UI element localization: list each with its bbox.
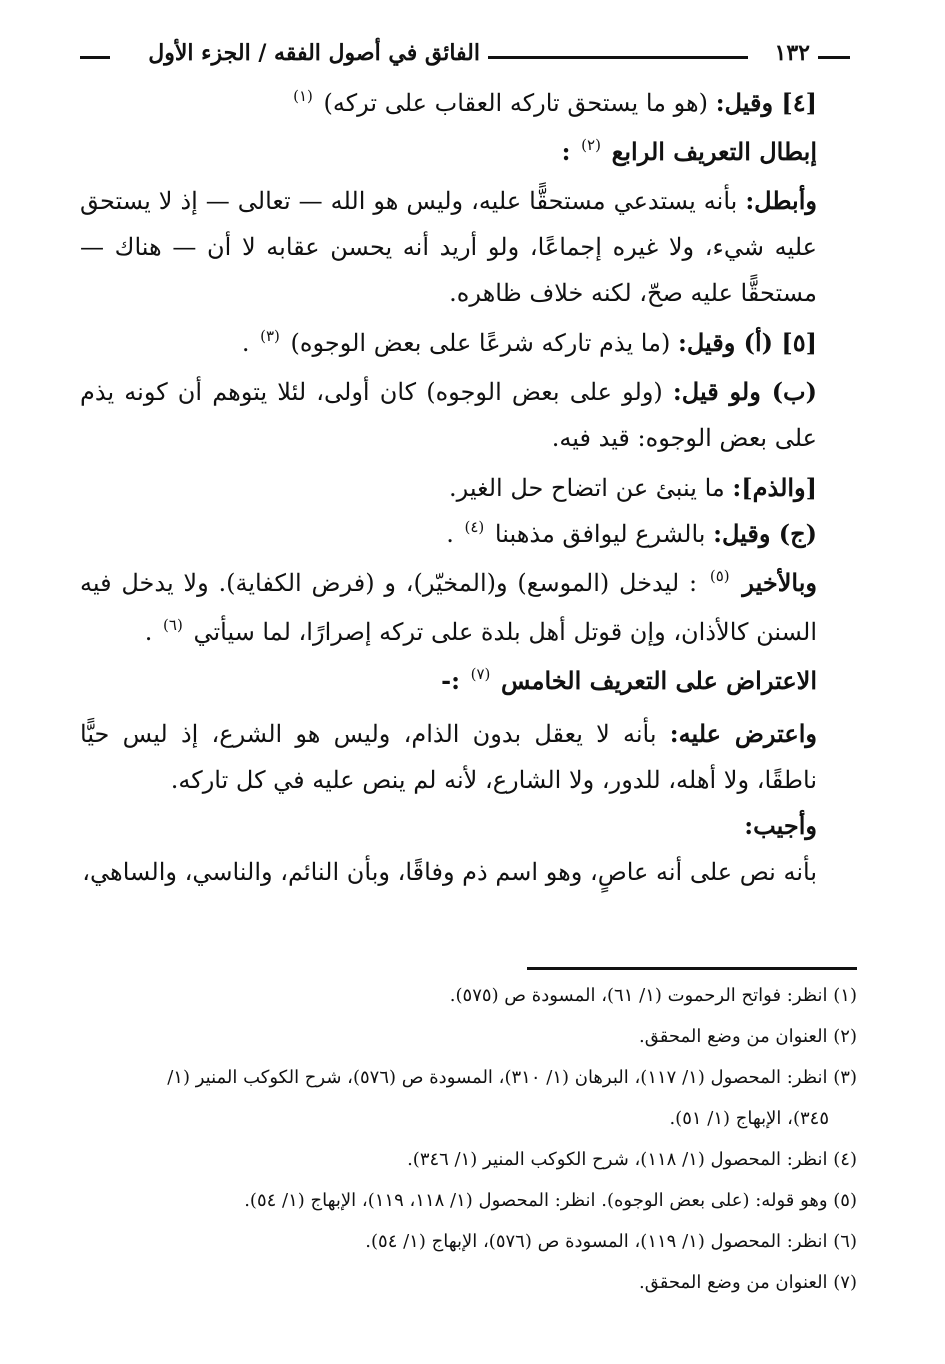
paragraph-definition-4 xyxy=(80,80,817,129)
section-title: الاعتراض على التعريف الخامس xyxy=(501,666,817,695)
page-number: ١٣٢ xyxy=(774,40,810,66)
paragraph-text: (ولو على بعض الوجوه) كان أولى، لئلا يتوهم أن كونه يذم على بعض الوجوه: قيد فيه. xyxy=(80,378,817,452)
paragraph-text: : ليدخل (الموسع) و(المخيّر)، و (فرض الكفاية). ولا يدخل فيه السنن كالأذان، وإن قوتل أهل بلدة على تركه إصرارًا، لما سيأتي xyxy=(80,569,817,646)
paragraph-heading: وأبطل: xyxy=(745,186,817,215)
footnote-ref: (٢) xyxy=(581,136,601,154)
paragraph-end: . xyxy=(241,329,250,357)
footnote-ref: (٦) xyxy=(163,616,183,634)
footnote-3-continued: ٣٤٥)، الإبهاج (١/ ٥١). xyxy=(669,1108,829,1129)
paragraph-heading: (ب) ولو قيل: xyxy=(672,377,817,406)
section-colon: :- xyxy=(441,666,460,695)
section-title: إبطال التعريف الرابع xyxy=(611,137,817,166)
paragraph-heading: [٤] وقيل: xyxy=(715,88,817,117)
footnote-ref: (١) xyxy=(293,87,313,105)
paragraph-text: بالشرع ليوافق مذهبنا xyxy=(494,520,706,548)
paragraph-text: بأنه لا يعقل بدون الذام، وليس هو الشرع، إذ ليس حيًّا ناطقًا، ولا أهله، للدور، ولا الشارع، لأنه لم ينص عليه في كل تاركه. xyxy=(80,720,817,794)
footnote-1: (١) انظر: فواتح الرحموت (١/ ٦١)، المسودة ص (٥٧٥). xyxy=(449,985,857,1006)
paragraph-text: بأنه نص على أنه عاصٍ، وهو اسم ذم وفاقًا، وبأن النائم، والناسي، والساهي، xyxy=(82,858,817,886)
main-text xyxy=(80,80,817,895)
footnote-4: (٤) انظر: المحصول (١/ ١١٨)، شرح الكوكب المنير (١/ ٣٤٦). xyxy=(407,1149,857,1170)
paragraph-end: . xyxy=(144,618,153,646)
paragraph-heading: [٥] (أ) وقيل: xyxy=(677,328,817,357)
footnote-7: (٧) العنوان من وضع المحقق. xyxy=(639,1272,857,1293)
paragraph-end: . xyxy=(446,520,454,548)
footnote-ref: (٥) xyxy=(709,567,730,585)
header-rule-right xyxy=(818,56,850,59)
footnote-5: (٥) وهو قوله: (على بعض الوجوه). انظر: المحصول (١/ ١١٨، ١١٩)، الإبهاج (١/ ٥٤). xyxy=(244,1190,857,1211)
footnote-6: (٦) انظر: المحصول (١/ ١١٩)، المسودة ص (٥٧٦)، الإبهاج (١/ ٥٤). xyxy=(365,1231,857,1252)
running-header xyxy=(80,38,850,74)
paragraph-objection xyxy=(80,711,817,803)
paragraph-heading: وبالأخير xyxy=(742,568,817,597)
paragraph-definition-5a xyxy=(80,320,817,369)
footnote-ref: (٧) xyxy=(470,665,491,683)
paragraph-definition-5b xyxy=(80,369,817,461)
paragraph-last-clause xyxy=(80,560,817,658)
paragraph-text: (ما يذم تاركه شرعًا على بعض الوجوه) xyxy=(290,329,671,357)
footnote-separator xyxy=(527,967,857,970)
paragraph-definition-5c xyxy=(80,511,817,560)
paragraph-heading: (ج) وقيل: xyxy=(713,519,817,548)
paragraph-refutation xyxy=(80,178,817,316)
book-title: الفائق في أصول الفقه / الجزء الأول xyxy=(148,40,480,66)
paragraph-text: ما ينبئ عن اتضاح حل الغير. xyxy=(449,474,725,502)
footnotes xyxy=(80,975,857,1303)
section-heading-4 xyxy=(80,129,817,178)
paragraph-heading: واعترض عليه: xyxy=(669,719,817,748)
header-rule-middle xyxy=(488,56,748,59)
header-rule-left xyxy=(80,56,110,59)
paragraph-text: (هو ما يستحق تاركه العقاب على تركه) xyxy=(323,89,709,117)
paragraph-dhamm xyxy=(80,465,817,511)
footnote-ref: (٣) xyxy=(260,327,280,345)
paragraph-heading: [والذم]: xyxy=(732,473,817,502)
section-heading-5 xyxy=(80,658,817,707)
section-colon: : xyxy=(561,137,571,166)
footnote-3: (٣) انظر: المحصول (١/ ١١٧)، البرهان (١/ ٣١٠)، المسودة ص (٥٧٦)، شرح الكوكب المنير (١/ xyxy=(167,1067,857,1088)
footnote-2: (٢) العنوان من وضع المحقق. xyxy=(639,1026,857,1047)
paragraph-text: بأنه يستدعي مستحقًّا عليه، وليس هو الله — تعالى — إذ لا يستحق عليه شيء، ولا غيره إجماعًا، ولو أريد أنه يحسن عقابه لا أن — هناك — مستحقًّا عليه صحّ، لكنه خلاف ظاهره. xyxy=(80,187,817,307)
paragraph-answer-heading xyxy=(80,803,817,849)
paragraph-heading: وأجيب: xyxy=(744,811,817,840)
paragraph-answer xyxy=(80,849,817,895)
footnote-ref: (٤) xyxy=(464,518,485,536)
